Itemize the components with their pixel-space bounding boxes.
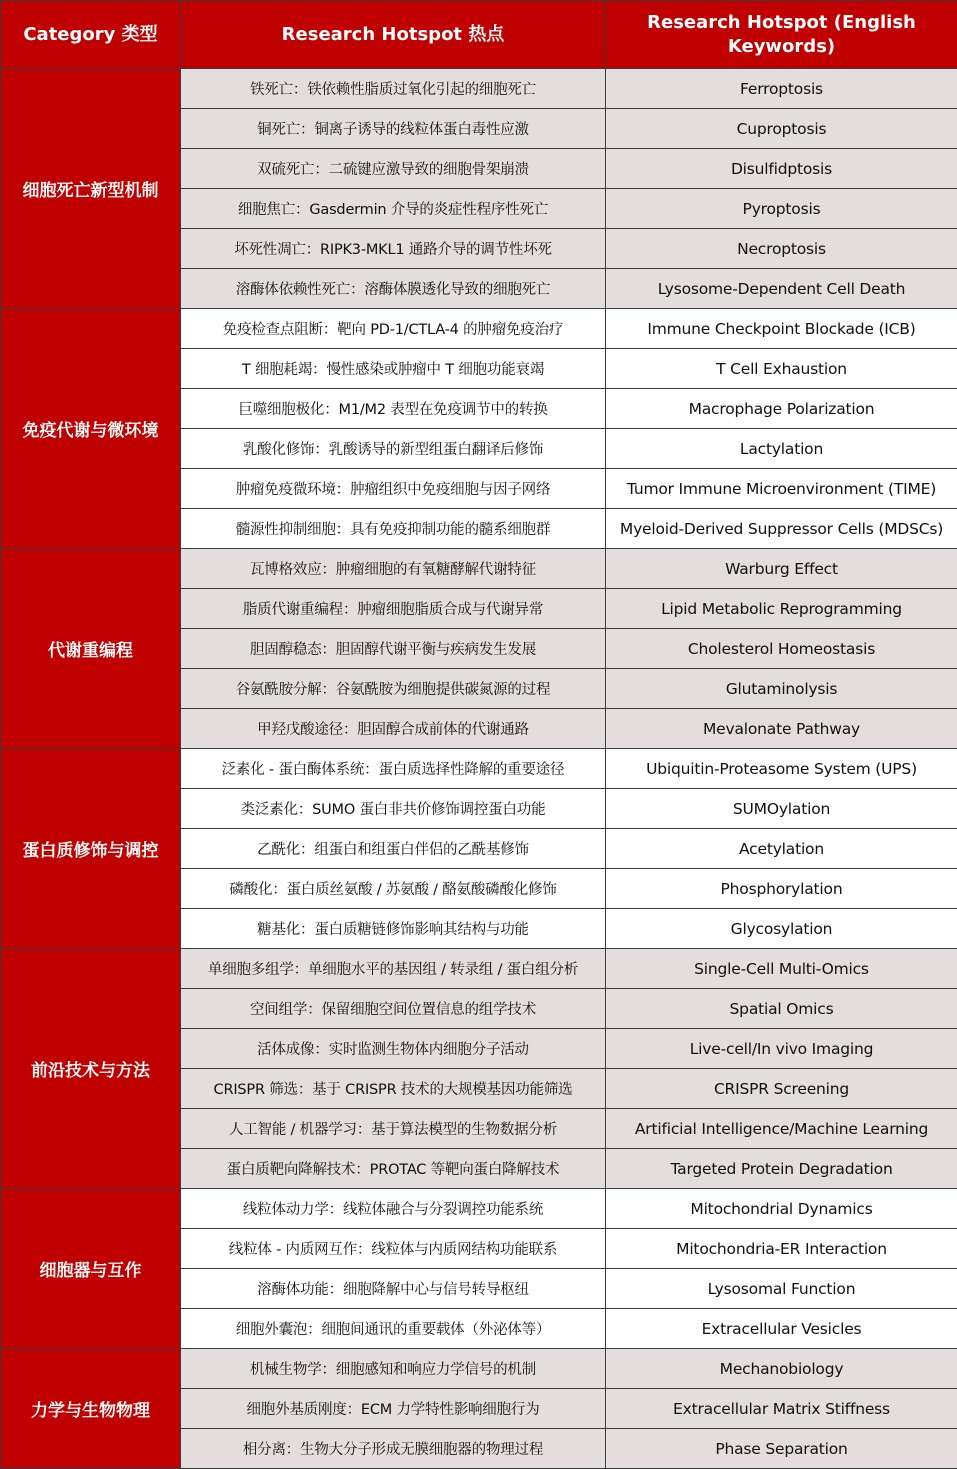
header-row [1, 1, 957, 69]
hotspot-cn-cell: 机械生物学：细胞感知和响应力学信号的机制 [181, 1349, 606, 1389]
hotspot-cn-cell: 谷氨酰胺分解：谷氨酰胺为细胞提供碳氮源的过程 [181, 669, 606, 709]
header-hotspot-en: Research Hotspot (English Keywords) [606, 1, 957, 69]
hotspot-cn-cell: 泛素化 - 蛋白酶体系统：蛋白质选择性降解的重要途径 [181, 749, 606, 789]
table-row [1, 69, 957, 109]
hotspot-en-cell: Mitochondria-ER Interaction [606, 1229, 957, 1269]
hotspot-en-cell: Targeted Protein Degradation [606, 1149, 957, 1189]
hotspot-en-cell: Myeloid-Derived Suppressor Cells (MDSCs) [606, 509, 957, 549]
hotspot-cn-cell: 双硫死亡：二硫键应激导致的细胞骨架崩溃 [181, 149, 606, 189]
category-cell: 前沿技术与方法 [1, 949, 181, 1189]
hotspot-cn-cell: 髓源性抑制细胞：具有免疫抑制功能的髓系细胞群 [181, 509, 606, 549]
hotspot-cn-cell: 磷酸化：蛋白质丝氨酸 / 苏氨酸 / 酪氨酸磷酸化修饰 [181, 869, 606, 909]
table-row [1, 309, 957, 349]
hotspot-cn-cell: 胆固醇稳态：胆固醇代谢平衡与疾病发生发展 [181, 629, 606, 669]
hotspot-cn-cell: 类泛素化：SUMO 蛋白非共价修饰调控蛋白功能 [181, 789, 606, 829]
hotspot-cn-cell: 坏死性凋亡：RIPK3-MKL1 通路介导的调节性坏死 [181, 229, 606, 269]
hotspot-cn-cell: 免疫检查点阻断：靶向 PD-1/CTLA-4 的肿瘤免疫治疗 [181, 309, 606, 349]
hotspot-en-cell: Mechanobiology [606, 1349, 957, 1389]
category-cell: 细胞器与互作 [1, 1189, 181, 1349]
hotspot-en-cell: Cholesterol Homeostasis [606, 629, 957, 669]
category-cell: 代谢重编程 [1, 549, 181, 749]
table-row [1, 549, 957, 589]
hotspot-en-cell: Lysosome-Dependent Cell Death [606, 269, 957, 309]
hotspot-en-cell: Single-Cell Multi-Omics [606, 949, 957, 989]
hotspot-cn-cell: 乙酰化：组蛋白和组蛋白伴侣的乙酰基修饰 [181, 829, 606, 869]
hotspot-en-cell: Disulfidptosis [606, 149, 957, 189]
table-row [1, 949, 957, 989]
hotspot-cn-cell: 瓦博格效应：肿瘤细胞的有氧糖酵解代谢特征 [181, 549, 606, 589]
category-cell: 免疫代谢与微环境 [1, 309, 181, 549]
hotspot-cn-cell: 细胞外囊泡：细胞间通讯的重要载体（外泌体等） [181, 1309, 606, 1349]
hotspot-en-cell: Artificial Intelligence/Machine Learning [606, 1109, 957, 1149]
hotspot-en-cell: Mitochondrial Dynamics [606, 1189, 957, 1229]
hotspot-cn-cell: 细胞外基质刚度：ECM 力学特性影响细胞行为 [181, 1389, 606, 1429]
hotspot-cn-cell: 糖基化：蛋白质糖链修饰影响其结构与功能 [181, 909, 606, 949]
hotspot-en-cell: Tumor Immune Microenvironment (TIME) [606, 469, 957, 509]
hotspot-en-cell: Immune Checkpoint Blockade (ICB) [606, 309, 957, 349]
hotspot-en-cell: Ferroptosis [606, 69, 957, 109]
category-cell: 细胞死亡新型机制 [1, 69, 181, 309]
header-category: Category 类型 [1, 1, 181, 69]
hotspot-en-cell: Necroptosis [606, 229, 957, 269]
table-body [1, 69, 957, 1469]
hotspot-cn-cell: 活体成像：实时监测生物体内细胞分子活动 [181, 1029, 606, 1069]
hotspot-cn-cell: 蛋白质靶向降解技术：PROTAC 等靶向蛋白降解技术 [181, 1149, 606, 1189]
hotspot-en-cell: Phosphorylation [606, 869, 957, 909]
hotspot-en-cell: Lysosomal Function [606, 1269, 957, 1309]
hotspot-cn-cell: T 细胞耗竭：慢性感染或肿瘤中 T 细胞功能衰竭 [181, 349, 606, 389]
hotspot-en-cell: Ubiquitin-Proteasome System (UPS) [606, 749, 957, 789]
hotspot-en-cell: Macrophage Polarization [606, 389, 957, 429]
hotspot-en-cell: Extracellular Vesicles [606, 1309, 957, 1349]
hotspot-cn-cell: 线粒体 - 内质网互作：线粒体与内质网结构功能联系 [181, 1229, 606, 1269]
hotspot-cn-cell: 溶酶体依赖性死亡：溶酶体膜透化导致的细胞死亡 [181, 269, 606, 309]
hotspot-en-cell: Mevalonate Pathway [606, 709, 957, 749]
hotspot-cn-cell: 细胞焦亡：Gasdermin 介导的炎症性程序性死亡 [181, 189, 606, 229]
hotspot-cn-cell: 溶酶体功能：细胞降解中心与信号转导枢纽 [181, 1269, 606, 1309]
hotspot-cn-cell: 巨噬细胞极化：M1/M2 表型在免疫调节中的转换 [181, 389, 606, 429]
hotspot-en-cell: Glutaminolysis [606, 669, 957, 709]
hotspot-en-cell: Live-cell/In vivo Imaging [606, 1029, 957, 1069]
hotspot-cn-cell: 铁死亡：铁依赖性脂质过氧化引起的细胞死亡 [181, 69, 606, 109]
hotspot-en-cell: Glycosylation [606, 909, 957, 949]
hotspot-cn-cell: 单细胞多组学：单细胞水平的基因组 / 转录组 / 蛋白组分析 [181, 949, 606, 989]
hotspot-en-cell: CRISPR Screening [606, 1069, 957, 1109]
hotspot-en-cell: T Cell Exhaustion [606, 349, 957, 389]
table-row [1, 1349, 957, 1389]
hotspot-cn-cell: 乳酸化修饰：乳酸诱导的新型组蛋白翻译后修饰 [181, 429, 606, 469]
category-cell: 力学与生物物理 [1, 1349, 181, 1469]
hotspot-en-cell: Lipid Metabolic Reprogramming [606, 589, 957, 629]
category-cell: 蛋白质修饰与调控 [1, 749, 181, 949]
hotspot-cn-cell: 铜死亡：铜离子诱导的线粒体蛋白毒性应激 [181, 109, 606, 149]
hotspot-cn-cell: 空间组学：保留细胞空间位置信息的组学技术 [181, 989, 606, 1029]
hotspot-cn-cell: 脂质代谢重编程：肿瘤细胞脂质合成与代谢异常 [181, 589, 606, 629]
hotspot-en-cell: Acetylation [606, 829, 957, 869]
hotspot-en-cell: Pyroptosis [606, 189, 957, 229]
hotspot-cn-cell: 甲羟戊酸途径：胆固醇合成前体的代谢通路 [181, 709, 606, 749]
header-hotspot-cn: Research Hotspot 热点 [181, 1, 606, 69]
hotspot-en-cell: SUMOylation [606, 789, 957, 829]
hotspot-en-cell: Lactylation [606, 429, 957, 469]
table-row [1, 749, 957, 789]
hotspot-cn-cell: 线粒体动力学：线粒体融合与分裂调控功能系统 [181, 1189, 606, 1229]
hotspot-en-cell: Warburg Effect [606, 549, 957, 589]
hotspot-cn-cell: CRISPR 筛选：基于 CRISPR 技术的大规模基因功能筛选 [181, 1069, 606, 1109]
hotspot-en-cell: Phase Separation [606, 1429, 957, 1469]
hotspot-en-cell: Spatial Omics [606, 989, 957, 1029]
hotspot-cn-cell: 肿瘤免疫微环境：肿瘤组织中免疫细胞与因子网络 [181, 469, 606, 509]
hotspot-en-cell: Extracellular Matrix Stiffness [606, 1389, 957, 1429]
hotspot-en-cell: Cuproptosis [606, 109, 957, 149]
hotspot-cn-cell: 相分离：生物大分子形成无膜细胞器的物理过程 [181, 1429, 606, 1469]
table-row [1, 1189, 957, 1229]
hotspot-cn-cell: 人工智能 / 机器学习：基于算法模型的生物数据分析 [181, 1109, 606, 1149]
